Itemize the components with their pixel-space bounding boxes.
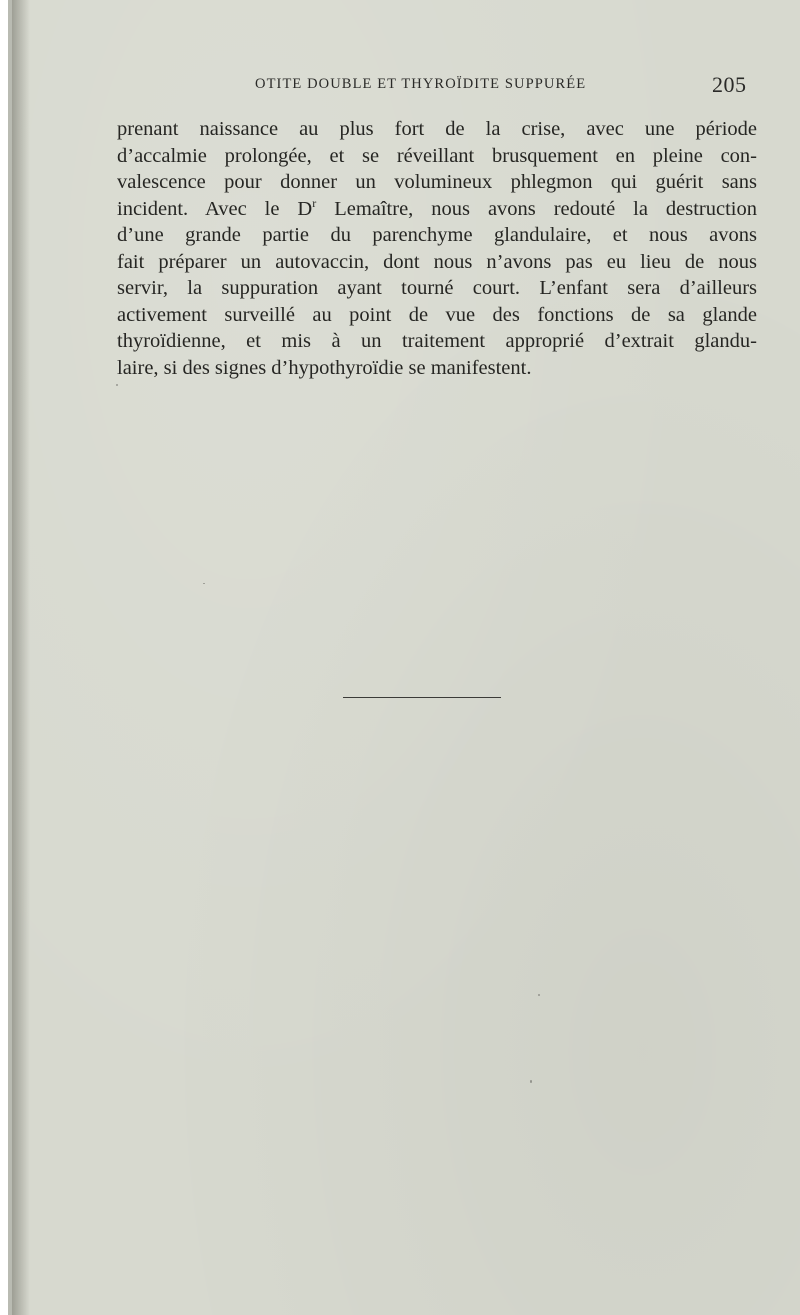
text-line: activement surveillé au point de vue des fonctions de sa glande [117,303,757,326]
text-line: d’une grande partie du parenchyme glandulaire, et nous avons [117,224,757,246]
text-line: d’accalmie prolongée, et se réveillant brusquement en pleine con- [117,144,757,167]
text-line: thyroïdienne, et mis à un traitement approprié d’extrait glandu- [117,330,757,352]
text-line: prenant naissance au plus fort de la crise, avec une période [117,118,757,140]
paper-speck [538,994,540,996]
text-line: servir, la suppuration ayant tourné court. L’enfant sera d’ailleurs [117,277,757,299]
running-title: OTITE DOUBLE ET THYROÏDITE SUPPURÉE [255,76,587,92]
superscript: r [312,195,317,210]
text-segment: Lemaître, nous avons redouté la destruction [316,197,757,220]
running-header [0,72,800,102]
text-line: valescence pour donner un volumineux phlegmon qui guérit sans [117,171,757,193]
text-line [117,196,757,223]
text-line: laire, si des signes d’hypothyroïdie se manifestent. [117,356,532,379]
text-segment: incident. Avec le D [117,197,313,220]
paper-speck [203,583,205,584]
paper-speck [116,384,118,386]
paper-speck [530,1080,532,1083]
section-divider [343,697,501,698]
text-line: fait préparer un autovaccin, dont nous n’avons pas eu lieu de nous [117,250,757,273]
body-paragraph [117,116,757,381]
page-number: 205 [712,72,747,97]
spine-shadow [12,0,30,1315]
